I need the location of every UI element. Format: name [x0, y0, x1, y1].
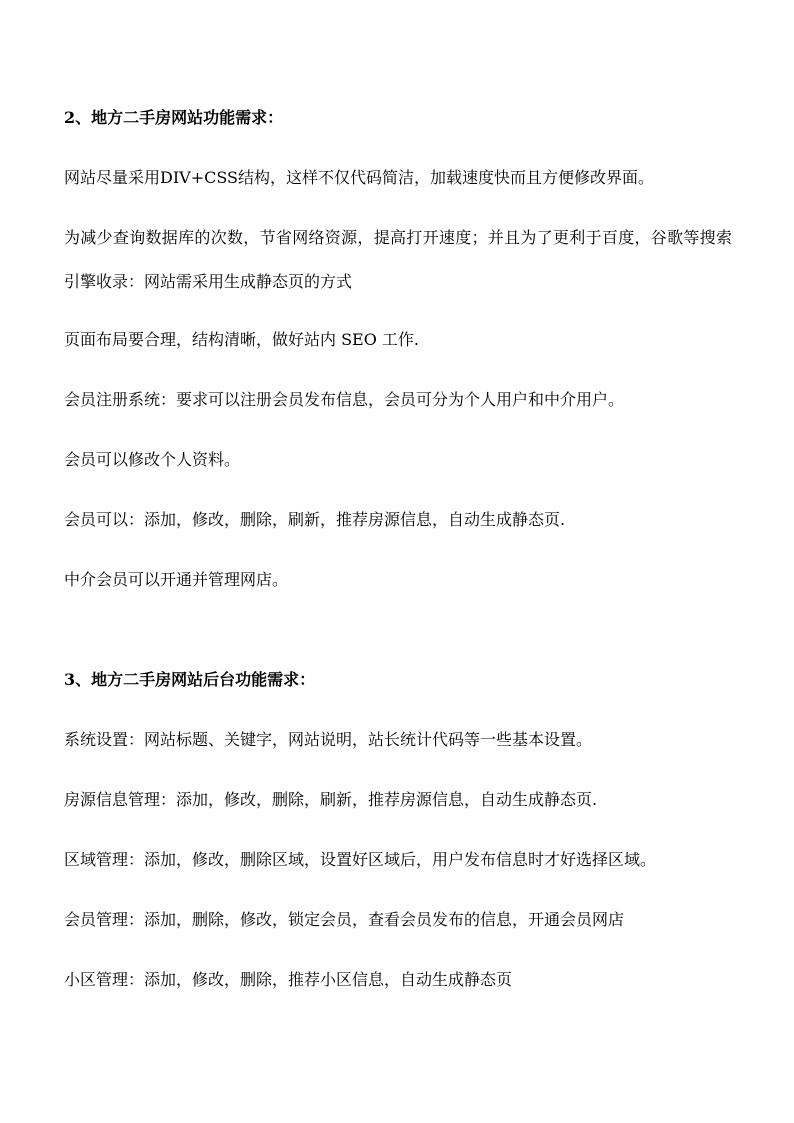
paragraph: 页面布局要合理，结构清晰，做好站内 SEO 工作. — [64, 330, 420, 349]
paragraph: 会员注册系统：要求可以注册会员发布信息，会员可分为个人用户和中介用户。 — [64, 390, 625, 409]
paragraph: 小区管理：添加，修改，删除，推荐小区信息，自动生成静态页 — [64, 970, 513, 989]
paragraph: 会员可以修改个人资料。 — [64, 450, 241, 469]
paragraph: 房源信息管理：添加，修改，删除，刷新，推荐房源信息，自动生成静态页. — [64, 790, 598, 809]
section-heading-front-end: 2、地方二手房网站功能需求： — [64, 108, 284, 127]
section-heading-back-end: 3、地方二手房网站后台功能需求： — [64, 670, 316, 689]
paragraph: 会员管理：添加，删除，修改，锁定会员，查看会员发布的信息，开通会员网店 — [64, 910, 625, 929]
paragraph: 为减少查询数据库的次数，节省网络资源，提高打开速度；并且为了更利于百度，谷歌等搜索引擎收录：网站需采用生成静态页的方式 — [64, 228, 732, 291]
paragraph: 中介会员可以开通并管理网店。 — [64, 570, 289, 589]
paragraph: 区域管理：添加，修改，删除区域，设置好区域后，用户发布信息时才好选择区域。 — [64, 850, 657, 869]
paragraph: 会员可以：添加，修改，删除，刷新，推荐房源信息，自动生成静态页. — [64, 510, 566, 529]
paragraph: 网站尽量采用DIV+CSS结构，这样不仅代码简洁，加载速度快而且方便修改界面。 — [64, 168, 654, 187]
paragraph: 系统设置：网站标题、关键字，网站说明，站长统计代码等一些基本设置。 — [64, 730, 593, 749]
